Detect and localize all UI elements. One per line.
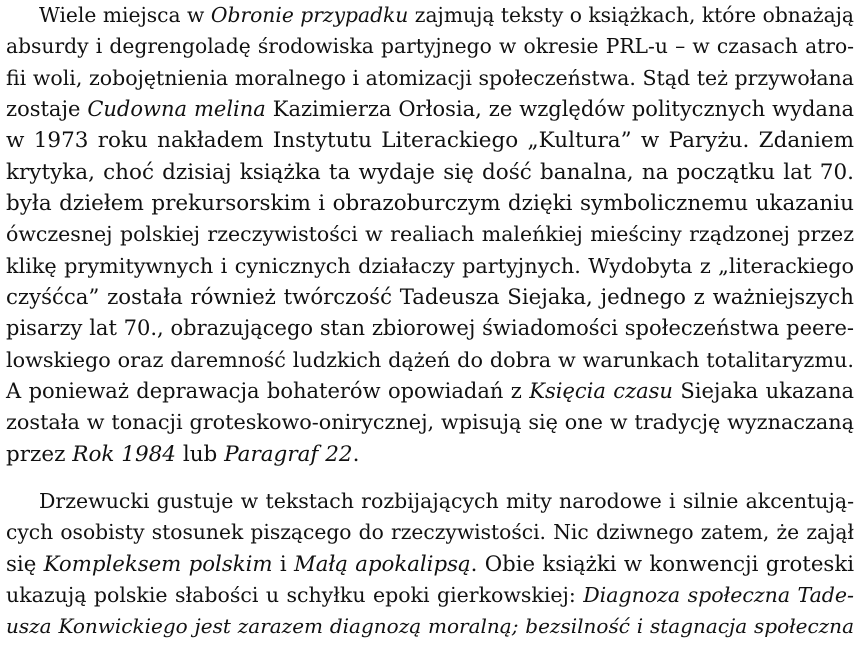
text-line xyxy=(6,439,854,470)
text-line xyxy=(6,0,854,31)
italic-title-text: Cudowna melina xyxy=(87,97,266,122)
paragraph-2 xyxy=(6,486,854,643)
text-segment: Drzewucki gustuje w tekstach rozbijających mity narodowe i silnie akcentują- xyxy=(39,489,854,513)
text-line xyxy=(6,188,854,219)
text-segment: zostaje xyxy=(6,97,88,122)
text-line xyxy=(6,549,854,580)
text-segment: zajmują teksty o książkach, które obnażają xyxy=(408,3,854,27)
text-line xyxy=(6,219,854,250)
text-line xyxy=(6,517,854,548)
text-segment: A ponieważ deprawacja bohaterów opowiadań z xyxy=(6,379,530,404)
italic-title-text: Paragraf 22 xyxy=(224,441,353,467)
text-segment: ówczesnej polskiej rzeczywistości w realiach maleńkiej mieściny rządzonej przez xyxy=(6,222,854,247)
text-segment: została w tonacji groteskowo-onirycznej, wpisują się one w tradycję wyznaczaną xyxy=(6,410,854,435)
text-line xyxy=(6,345,854,376)
text-segment: klikę prymitywnych i cynicznych działaczy partyjnych. Wydobyta z „literackiego xyxy=(6,253,854,278)
text-line xyxy=(6,125,854,156)
text-segment: Siejaka ukazana xyxy=(672,379,854,404)
text-segment: ukazują polskie słabości u schyłku epoki gierkowskiej: xyxy=(6,583,584,608)
text-segment: absurdy i degrengoladę środowiska partyjnego w okresie PRL-u – w czasach atro- xyxy=(6,34,854,59)
italic-title-text: Księcia czasu xyxy=(529,379,673,404)
text-line xyxy=(6,486,854,517)
text-line xyxy=(6,313,854,344)
text-segment: i xyxy=(272,551,294,577)
text-segment: . Obie książki w konwencji groteski xyxy=(470,551,854,577)
text-segment: przez xyxy=(6,441,73,467)
text-segment: krytyka, choć dzisiaj książka ta wydaje się dość banalna, na początku lat 70. xyxy=(6,159,854,185)
text-segment: Kazimierza Orłosia, ze względów politycznych wydana xyxy=(265,97,854,122)
text-line xyxy=(6,580,854,611)
text-line xyxy=(6,611,854,642)
text-line xyxy=(6,94,854,125)
italic-title-text: Rok 1984 xyxy=(72,441,176,467)
text-line xyxy=(6,63,854,94)
italic-title-text: Małą apokalipsą xyxy=(293,551,471,577)
text-segment: lowskiego oraz daremność ludzkich dążeń do dobra w warunkach totalitaryzmu. xyxy=(6,347,854,372)
text-segment: była dziełem prekursorskim i obrazoburczym dzięki symbolicznemu ukazaniu xyxy=(6,191,854,217)
italic-title-text: usza Konwickiego jest zarazem diagnozą moralną; bezsilność i stagnacja społeczna xyxy=(6,614,854,639)
text-line xyxy=(6,157,854,188)
text-segment: w 1973 roku nakładem Instytutu Literackiego „Kultura” w Paryżu. Zdaniem xyxy=(6,128,854,154)
text-line xyxy=(6,251,854,282)
italic-title-text: Obronie przypadku xyxy=(210,3,409,27)
text-line xyxy=(6,282,854,313)
text-line xyxy=(6,376,854,407)
text-segment: lub xyxy=(175,441,225,467)
text-segment: cych osobisty stosunek piszącego do rzeczywistości. Nic dziwnego zatem, że zajął xyxy=(6,520,854,545)
italic-title-text: Kompleksem polskim xyxy=(43,551,273,577)
text-segment: Wiele miejsca w xyxy=(39,3,211,27)
text-segment: pisarzy lat 70., obrazującego stan zbiorowej świadomości społeczeństwa peere- xyxy=(6,316,854,341)
text-segment: . xyxy=(352,441,360,467)
text-line xyxy=(6,407,854,438)
text-segment: czyśćca” została również twórczość Tadeusza Siejaka, jednego z ważniejszych xyxy=(6,285,854,311)
text-segment: fii woli, zobojętnienia moralnego i atomizacji społeczeństwa. Stąd też przywołana xyxy=(6,65,854,90)
text-line xyxy=(6,31,854,62)
italic-title-text: Diagnoza społeczna Tade- xyxy=(583,583,854,608)
text-segment: się xyxy=(6,551,44,577)
paragraph-1 xyxy=(6,0,854,470)
